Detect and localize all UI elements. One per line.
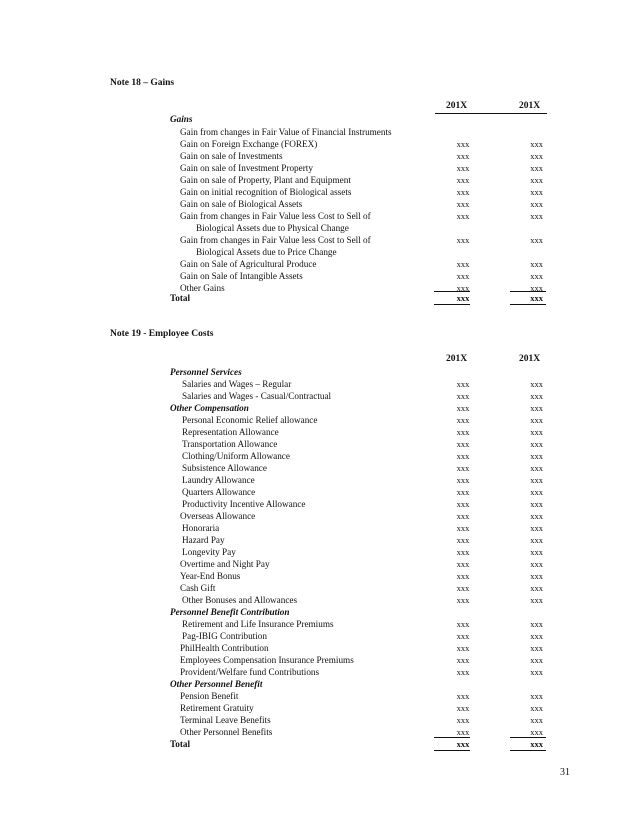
row-value-col1: xxx <box>456 271 470 281</box>
row-value-col1: xxx <box>456 427 470 437</box>
table-row <box>0 366 638 378</box>
table-row <box>0 402 638 414</box>
table-row <box>0 378 638 390</box>
row-label: Terminal Leave Benefits <box>180 715 271 725</box>
row-value-col1: xxx <box>456 667 470 677</box>
table-row <box>0 414 638 426</box>
total-label: Total <box>170 739 191 749</box>
row-value-col2: xxx <box>530 379 543 389</box>
row-label: Retirement and Life Insurance Premiums <box>182 619 334 629</box>
row-value-col1: xxx <box>456 403 470 413</box>
row-value-col1: xxx <box>456 535 470 545</box>
note-19-col1-header: 201X <box>446 354 468 364</box>
table-row <box>0 258 638 270</box>
row-value-col1: xxx <box>456 199 470 209</box>
row-label: Retirement Gratuity <box>180 703 254 713</box>
section-heading: Other Compensation <box>170 403 249 413</box>
row-value-col2: xxx <box>530 571 543 581</box>
row-value-col2: xxx <box>530 283 543 293</box>
total-rule-col2 <box>510 291 546 292</box>
row-value-col1: xxx <box>456 631 470 641</box>
row-label: Salaries and Wages - Casual/Contractual <box>182 391 332 401</box>
table-row <box>0 666 638 678</box>
table-row <box>0 702 638 714</box>
row-label: Pension Benefit <box>180 691 239 701</box>
page-number: 31 <box>560 767 570 778</box>
row-label: Gain on Sale of Intangible Assets <box>180 271 303 281</box>
row-value-col2: xxx <box>530 463 543 473</box>
row-value-col2: xxx <box>530 619 543 629</box>
row-value-col2: xxx <box>530 631 543 641</box>
row-label: Biological Assets due to Physical Change <box>196 223 349 233</box>
row-value-col2: xxx <box>530 487 543 497</box>
row-value-col2: xxx <box>530 415 543 425</box>
row-value-col2: xxx <box>530 535 543 545</box>
row-label: Productivity Incentive Allowance <box>182 499 306 509</box>
row-value-col1: xxx <box>456 691 470 701</box>
row-value-col2: xxx <box>530 727 543 737</box>
row-value-col2: xxx <box>530 163 543 173</box>
note-18-title: Note 18 – Gains <box>110 78 175 88</box>
row-label: Quarters Allowance <box>182 487 256 497</box>
table-row <box>0 426 638 438</box>
total-value-col2: xxx <box>530 293 543 303</box>
row-value-col1: xxx <box>456 391 470 401</box>
row-value-col1: xxx <box>456 655 470 665</box>
row-label: Gain on Foreign Exchange (FOREX) <box>180 139 318 149</box>
row-value-col1: xxx <box>456 235 470 245</box>
row-value-col2: xxx <box>530 715 543 725</box>
note-18-col1-header: 201X <box>446 101 468 111</box>
row-value-col2: xxx <box>530 151 543 161</box>
total-double-rule-col1 <box>434 750 470 751</box>
row-value-col2: xxx <box>530 559 543 569</box>
table-row <box>0 186 638 198</box>
row-label: Subsistence Allowance <box>182 463 267 473</box>
row-label: Other Gains <box>180 283 225 293</box>
row-value-col2: xxx <box>530 235 543 245</box>
row-value-col1: xxx <box>456 643 470 653</box>
table-row <box>0 546 638 558</box>
table-row <box>0 390 638 402</box>
total-double-rule-col2 <box>510 304 546 305</box>
row-label: Overseas Allowance <box>180 511 256 521</box>
table-row <box>0 534 638 546</box>
table-row <box>0 522 638 534</box>
row-value-col2: xxx <box>530 547 543 557</box>
section-heading: Other Personnel Benefit <box>170 679 263 689</box>
row-value-col1: xxx <box>456 559 470 569</box>
row-value-col1: xxx <box>456 175 470 185</box>
table-row <box>0 126 638 138</box>
total-rule-col1 <box>434 737 470 738</box>
row-label: Laundry Allowance <box>182 475 255 485</box>
row-value-col1: xxx <box>456 595 470 605</box>
table-row <box>0 690 638 702</box>
row-label: Gain from changes in Fair Value of Financial Instruments <box>180 127 392 137</box>
table-row <box>0 618 638 630</box>
row-value-col1: xxx <box>456 511 470 521</box>
section-heading: Personnel Benefit Contribution <box>170 607 290 617</box>
row-value-col1: xxx <box>456 475 470 485</box>
row-value-col1: xxx <box>456 415 470 425</box>
row-value-col2: xxx <box>530 439 543 449</box>
row-label: Provident/Welfare fund Contributions <box>180 667 320 677</box>
table-row <box>0 474 638 486</box>
table-row <box>0 450 638 462</box>
table-row <box>0 558 638 570</box>
row-value-col2: xxx <box>530 175 543 185</box>
table-row <box>0 654 638 666</box>
total-value-col1: xxx <box>456 739 470 749</box>
row-value-col1: xxx <box>456 727 470 737</box>
row-label: Clothing/Uniform Allowance <box>182 451 290 461</box>
row-value-col1: xxx <box>456 571 470 581</box>
row-value-col2: xxx <box>530 403 543 413</box>
row-label: Other Personnel Benefits <box>180 727 273 737</box>
row-label: Overtime and Night Pay <box>180 559 270 569</box>
table-row <box>0 210 638 222</box>
table-row <box>0 678 638 690</box>
row-value-col2: xxx <box>530 475 543 485</box>
row-value-col2: xxx <box>530 187 543 197</box>
table-row <box>0 594 638 606</box>
row-value-col1: xxx <box>456 151 470 161</box>
row-value-col2: xxx <box>530 655 543 665</box>
table-row <box>0 582 638 594</box>
table-row <box>0 150 638 162</box>
row-value-col2: xxx <box>530 523 543 533</box>
row-value-col1: xxx <box>456 379 470 389</box>
row-value-col2: xxx <box>530 499 543 509</box>
row-value-col1: xxx <box>456 439 470 449</box>
row-label: Gain on sale of Property, Plant and Equipment <box>180 175 351 185</box>
note-19-title: Note 19 - Employee Costs <box>110 329 214 339</box>
row-value-col1: xxx <box>456 211 470 221</box>
row-value-col1: xxx <box>456 259 470 269</box>
total-double-rule-col1 <box>434 304 470 305</box>
row-label: Personal Economic Relief allowance <box>182 415 318 425</box>
row-value-col1: xxx <box>456 487 470 497</box>
note-19-total-row <box>0 738 638 750</box>
row-value-col2: xxx <box>530 511 543 521</box>
row-label: Transportation Allowance <box>182 439 278 449</box>
table-row <box>0 630 638 642</box>
total-rule-col1 <box>434 291 470 292</box>
table-row <box>0 222 638 234</box>
row-label: Pag-IBIG Contribution <box>182 631 267 641</box>
row-value-col1: xxx <box>456 547 470 557</box>
row-label: Gain from changes in Fair Value less Cost to Sell of <box>180 235 371 245</box>
row-value-col2: xxx <box>530 271 543 281</box>
row-value-col1: xxx <box>456 139 470 149</box>
row-value-col2: xxx <box>530 667 543 677</box>
row-value-col2: xxx <box>530 259 543 269</box>
row-value-col1: xxx <box>456 499 470 509</box>
table-row <box>0 198 638 210</box>
row-value-col1: xxx <box>456 463 470 473</box>
row-label: Salaries and Wages – Regular <box>182 379 292 389</box>
row-value-col2: xxx <box>530 211 543 221</box>
table-row <box>0 606 638 618</box>
row-label: PhilHealth Contribution <box>180 643 269 653</box>
row-label: Gain from changes in Fair Value less Cost to Sell of <box>180 211 371 221</box>
note-19-col2-header: 201X <box>519 354 541 364</box>
row-value-col1: xxx <box>456 283 470 293</box>
note-18-col2-header: 201X <box>519 101 541 111</box>
row-label: Gain on initial recognition of Biological assets <box>180 187 352 197</box>
note-18-section-heading: Gains <box>170 114 193 124</box>
table-row <box>0 642 638 654</box>
row-label: Year-End Bonus <box>180 571 241 581</box>
row-value-col1: xxx <box>456 163 470 173</box>
row-label: Hazard Pay <box>182 535 225 545</box>
table-row <box>0 162 638 174</box>
table-row <box>0 570 638 582</box>
table-row <box>0 714 638 726</box>
row-value-col1: xxx <box>456 187 470 197</box>
table-row <box>0 438 638 450</box>
note-18-header-underline <box>435 113 547 114</box>
row-label: Employees Compensation Insurance Premiums <box>180 655 354 665</box>
row-value-col2: xxx <box>530 583 543 593</box>
row-value-col2: xxx <box>530 391 543 401</box>
row-value-col2: xxx <box>530 451 543 461</box>
row-label: Other Bonuses and Allowances <box>182 595 298 605</box>
row-label: Gain on sale of Investment Property <box>180 163 313 173</box>
table-row <box>0 246 638 258</box>
table-row <box>0 270 638 282</box>
table-row <box>0 462 638 474</box>
row-value-col2: xxx <box>530 703 543 713</box>
row-value-col1: xxx <box>456 703 470 713</box>
row-label: Longevity Pay <box>182 547 236 557</box>
table-row <box>0 498 638 510</box>
row-value-col2: xxx <box>530 427 543 437</box>
total-value-col1: xxx <box>456 293 470 303</box>
row-value-col2: xxx <box>530 199 543 209</box>
row-value-col2: xxx <box>530 691 543 701</box>
table-row <box>0 510 638 522</box>
table-row <box>0 138 638 150</box>
row-value-col2: xxx <box>530 595 543 605</box>
row-label: Gain on sale of Investments <box>180 151 283 161</box>
row-value-col2: xxx <box>530 139 543 149</box>
total-value-col2: xxx <box>530 739 543 749</box>
row-label: Representation Allowance <box>182 427 279 437</box>
row-value-col1: xxx <box>456 583 470 593</box>
table-row <box>0 234 638 246</box>
row-value-col2: xxx <box>530 643 543 653</box>
row-label: Cash Gift <box>180 583 216 593</box>
row-label: Biological Assets due to Price Change <box>196 247 337 257</box>
note-18-total-row <box>0 292 638 304</box>
row-value-col1: xxx <box>456 715 470 725</box>
total-label: Total <box>170 293 191 303</box>
row-label: Gain on sale of Biological Assets <box>180 199 303 209</box>
row-label: Honoraria <box>182 523 220 533</box>
row-value-col1: xxx <box>456 451 470 461</box>
table-row <box>0 486 638 498</box>
row-label: Gain on Sale of Agricultural Produce <box>180 259 317 269</box>
total-double-rule-col2 <box>510 750 546 751</box>
section-heading: Personnel Services <box>170 367 242 377</box>
row-value-col1: xxx <box>456 619 470 629</box>
table-row <box>0 174 638 186</box>
total-rule-col2 <box>510 737 546 738</box>
row-value-col1: xxx <box>456 523 470 533</box>
